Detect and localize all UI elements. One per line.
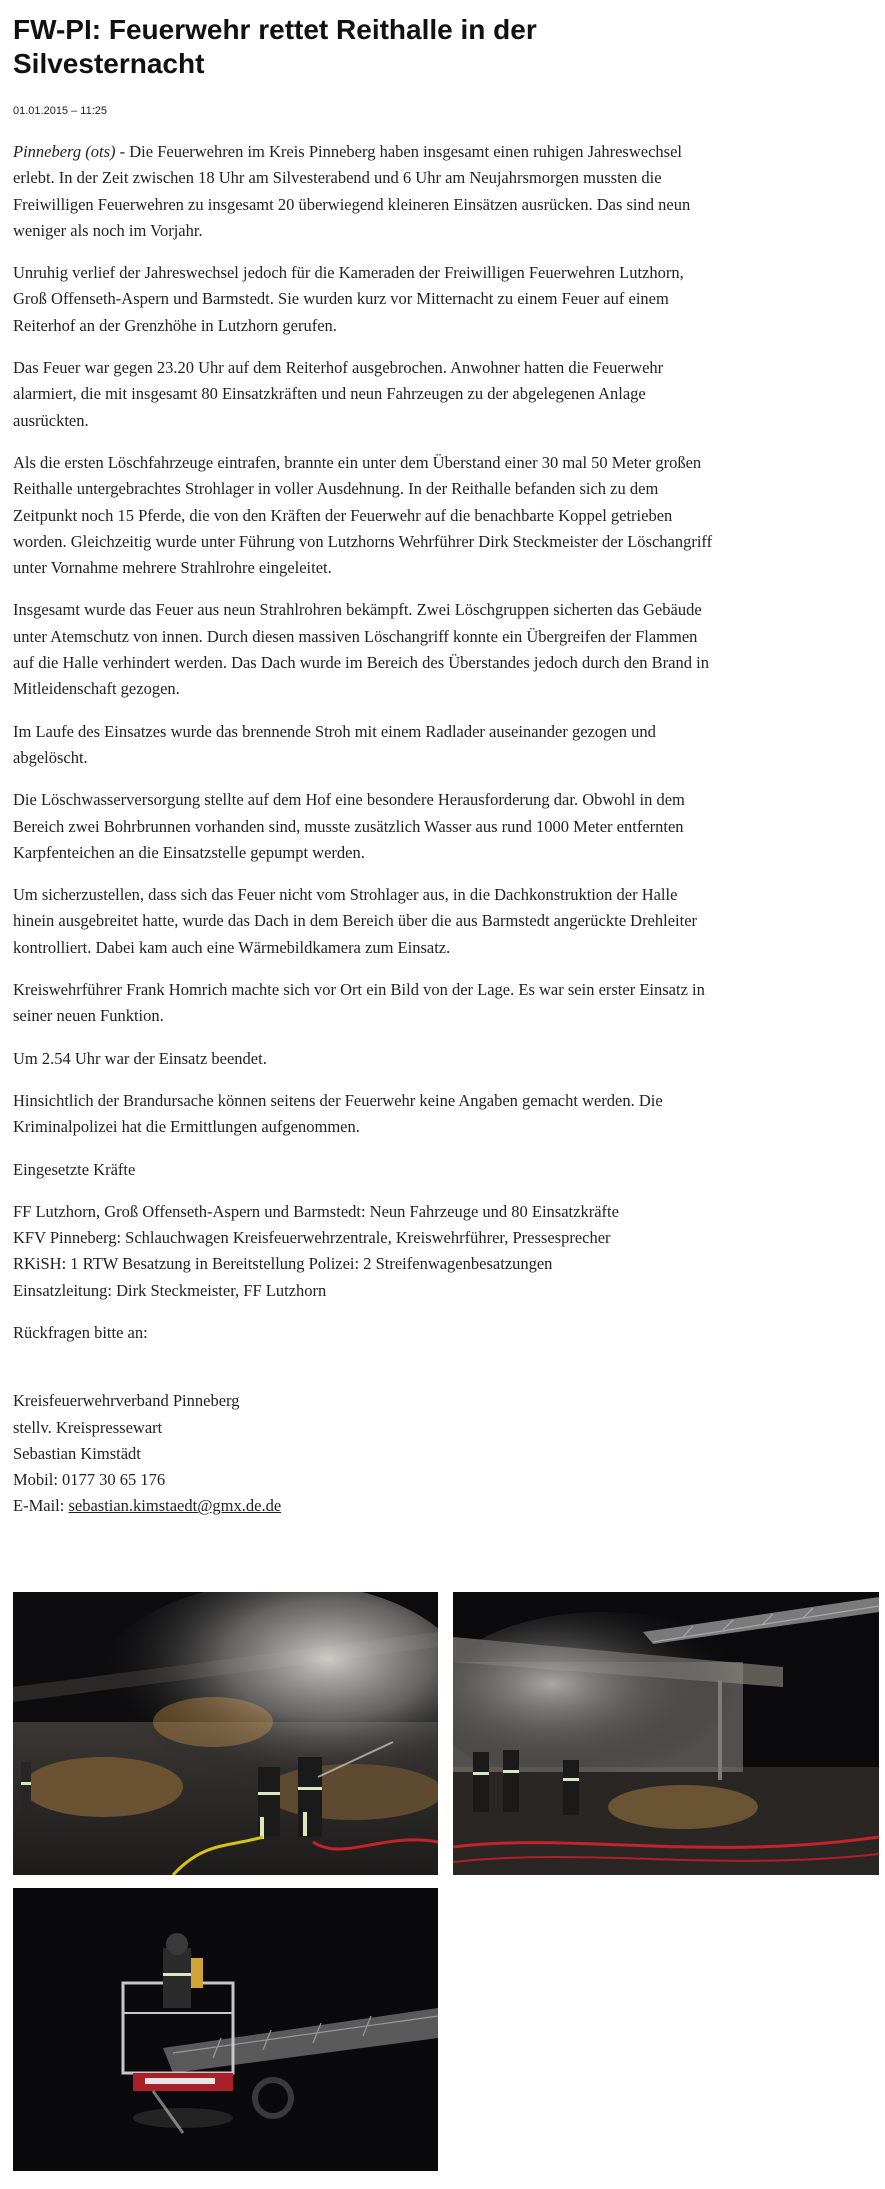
photo-ladder-basket-image (13, 1888, 438, 2171)
forces-line: KFV Pinneberg: Schlauchwagen Kreisfeuerwehrzentrale, Kreiswehrführer, Pressesprecher (13, 1228, 611, 1248)
paragraph: Um sicherzustellen, dass sich das Feuer nicht vom Strohlager aus, in die Dachkonstruktion der Halle hinein ausgebreitet hatte, wurde das Dach in dem Bereich über die aus Barmstedt angerückte Drehleiter kontrolliert. Dabei kam auch eine Wärmebildkamera zum Einsatz. (13, 885, 698, 957)
forces-line: FF Lutzhorn, Groß Offenseth-Aspern und Barmstedt: Neun Fahrzeuge und 80 Einsatzkräfte (13, 1201, 619, 1221)
contact-org: Kreisfeuerwehrverband Pinneberg (13, 1391, 240, 1411)
email-link[interactable]: sebastian.kimstaedt@gmx.de.de (68, 1496, 282, 1516)
contact-mobile: Mobil: 0177 30 65 176 (13, 1470, 166, 1490)
publish-date: 01.01.2015 – 11:25 (13, 105, 107, 117)
article-body (13, 139, 713, 1520)
article-page (13, 0, 873, 1536)
contact-block (13, 1362, 713, 1519)
paragraph: Insgesamt wurde das Feuer aus neun Strahlrohren bekämpft. Zwei Löschgruppen sicherten das Gebäude unter Atemschutz von innen. Durch diesen massiven Löschangriff konnte ein Übergreifen der Flammen auf die Halle verhindert werden. Das Dach wurde im Bereich des Überstandes jedoch durch den Brand in Mitleidenschaft gezogen. (13, 600, 709, 699)
paragraph: Die Löschwasserversorgung stellte auf dem Hof eine besondere Herausforderung dar. Obwohl in dem Bereich zwei Bohrbrunnen vorhanden sind, musste zusätzlich Wasser aus rund 1000 Meter entfernten Karpfenteichen an die Einsatzstelle gepumpt werden. (13, 790, 685, 862)
contact-name: Sebastian Kimstädt (13, 1443, 141, 1463)
photo-ladder-basket[interactable] (13, 1888, 438, 2171)
photo-firefighters-spraying[interactable] (13, 1592, 438, 1875)
questions-line: Rückfragen bitte an: (13, 1322, 148, 1342)
photo-firefighters-spraying-image (13, 1592, 438, 1875)
photo-turntable-ladder[interactable] (453, 1592, 879, 1875)
contact-email-label: E-Mail: (13, 1496, 69, 1516)
forces-line: RKiSH: 1 RTW Besatzung in Bereitstellung Polizei: 2 Streifenwagenbesatzungen (13, 1254, 553, 1274)
photo-turntable-ladder-image (453, 1592, 879, 1875)
paragraph: Als die ersten Löschfahrzeuge eintrafen, brannte ein unter dem Überstand einer 30 mal 50 Meter großen Reithalle untergebrachtes Strohlager in voller Ausdehnung. In der Reithalle befanden sich zu dem Zeitpunkt noch 15 Pferde, die von den Kräften der Feuerwehr auf die benachbarte Koppel getrieben worden. Gleichzeitig wurde unter Führung von Lutzhorns Wehrführer Dirk Steckmeister der Löschangriff unter Vornahme mehrere Strahlrohre eingeleitet. (13, 452, 713, 578)
forces-heading: Eingesetzte Kräfte (13, 1159, 136, 1179)
forces-line: Einsatzleitung: Dirk Steckmeister, FF Lutzhorn (13, 1280, 327, 1300)
paragraph: Hinsichtlich der Brandursache können seitens der Feuerwehr keine Angaben gemacht werden. Die Kriminalpolizei hat die Ermittlungen aufgenommen. (13, 1090, 663, 1137)
paragraph: Kreiswehrführer Frank Homrich machte sich vor Ort ein Bild von der Lage. Es war sein erster Einsatz in seiner neuen Funktion. (13, 980, 705, 1026)
paragraph: Im Laufe des Einsatzes wurde das brennende Stroh mit einem Radlader auseinander gezogen und abgelöscht. (13, 721, 656, 767)
intro-paragraph (13, 139, 713, 244)
paragraph: Das Feuer war gegen 23.20 Uhr auf dem Reiterhof ausgebrochen. Anwohner hatten die Feuerwehr alarmiert, die mit insgesamt 80 Einsatzkräften und neun Fahrzeugen zu der abgelegenen Anlage ausrückten. (13, 358, 664, 430)
dateline-location: Pinneberg (ots) (13, 142, 116, 161)
intro-text: - Die Feuerwehren im Kreis Pinneberg haben insgesamt einen ruhigen Jahreswechsel erlebt. In der Zeit zwischen 18 Uhr am Silvesterabend und 6 Uhr am Neujahrsmorgen mussten die Freiwilligen Feuerwehren zu insgesamt 20 überwiegend kleineren Einsätzen ausrücken. Das sind neun weniger als noch im Vorjahr. (13, 142, 691, 240)
page-title: FW-PI: Feuerwehr rettet Reithalle in der Silvesternacht (13, 14, 537, 79)
paragraph: Unruhig verlief der Jahreswechsel jedoch für die Kameraden der Freiwilligen Feuerwehren Lutzhorn, Groß Offenseth-Aspern und Barmstedt. Sie wurden kurz vor Mitternacht zu einem Feuer auf einem Reiterhof an der Grenzhöhe in Lutzhorn gerufen. (13, 263, 684, 335)
contact-role: stellv. Kreispressewart (13, 1417, 163, 1437)
forces-list (13, 1199, 713, 1304)
paragraph: Um 2.54 Uhr war der Einsatz beendet. (13, 1048, 267, 1068)
